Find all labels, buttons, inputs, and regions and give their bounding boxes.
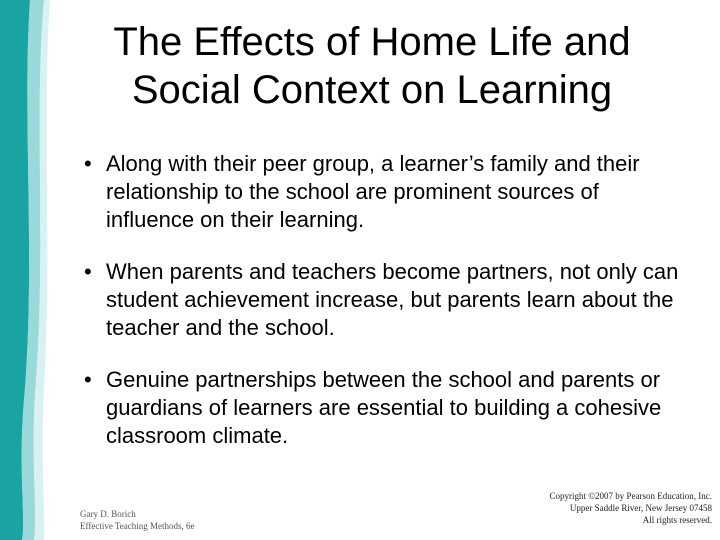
footer-copyright bbox=[549, 490, 712, 526]
slide-title bbox=[62, 18, 682, 114]
title-line-2: Social Context on Learning bbox=[131, 68, 613, 112]
bullet-list bbox=[84, 150, 684, 474]
footer-author-credit bbox=[80, 508, 195, 532]
bullet-text: Genuine partnerships between the school and parents or guardians of learners are essential to building a cohesive classroom climate. bbox=[106, 367, 662, 448]
bullet-item bbox=[84, 258, 684, 342]
copyright-line-1: Copyright ©2007 by Pearson Education, Inc. bbox=[549, 491, 712, 501]
footer-author: Gary D. Borich bbox=[80, 509, 136, 519]
bullet-marker: • bbox=[84, 259, 92, 284]
bullet-item bbox=[84, 366, 684, 450]
bullet-text: When parents and teachers become partners, not only can student achievement increase, but parents learn about the teacher and the school. bbox=[106, 259, 679, 340]
copyright-line-3: All rights reserved. bbox=[642, 515, 712, 525]
bullet-marker: • bbox=[84, 151, 92, 176]
title-line-1: The Effects of Home Life and bbox=[113, 20, 631, 64]
footer-book-title: Effective Teaching Methods, 6e bbox=[80, 521, 195, 531]
copyright-line-2: Upper Saddle River, New Jersey 07458 bbox=[569, 503, 712, 513]
bullet-text: Along with their peer group, a learner’s family and their relationship to the school are prominent sources of influence on their learning. bbox=[106, 151, 640, 232]
bullet-marker: • bbox=[84, 367, 92, 392]
teal-side-ribbon-graphic bbox=[0, 0, 60, 540]
bullet-item bbox=[84, 150, 684, 234]
